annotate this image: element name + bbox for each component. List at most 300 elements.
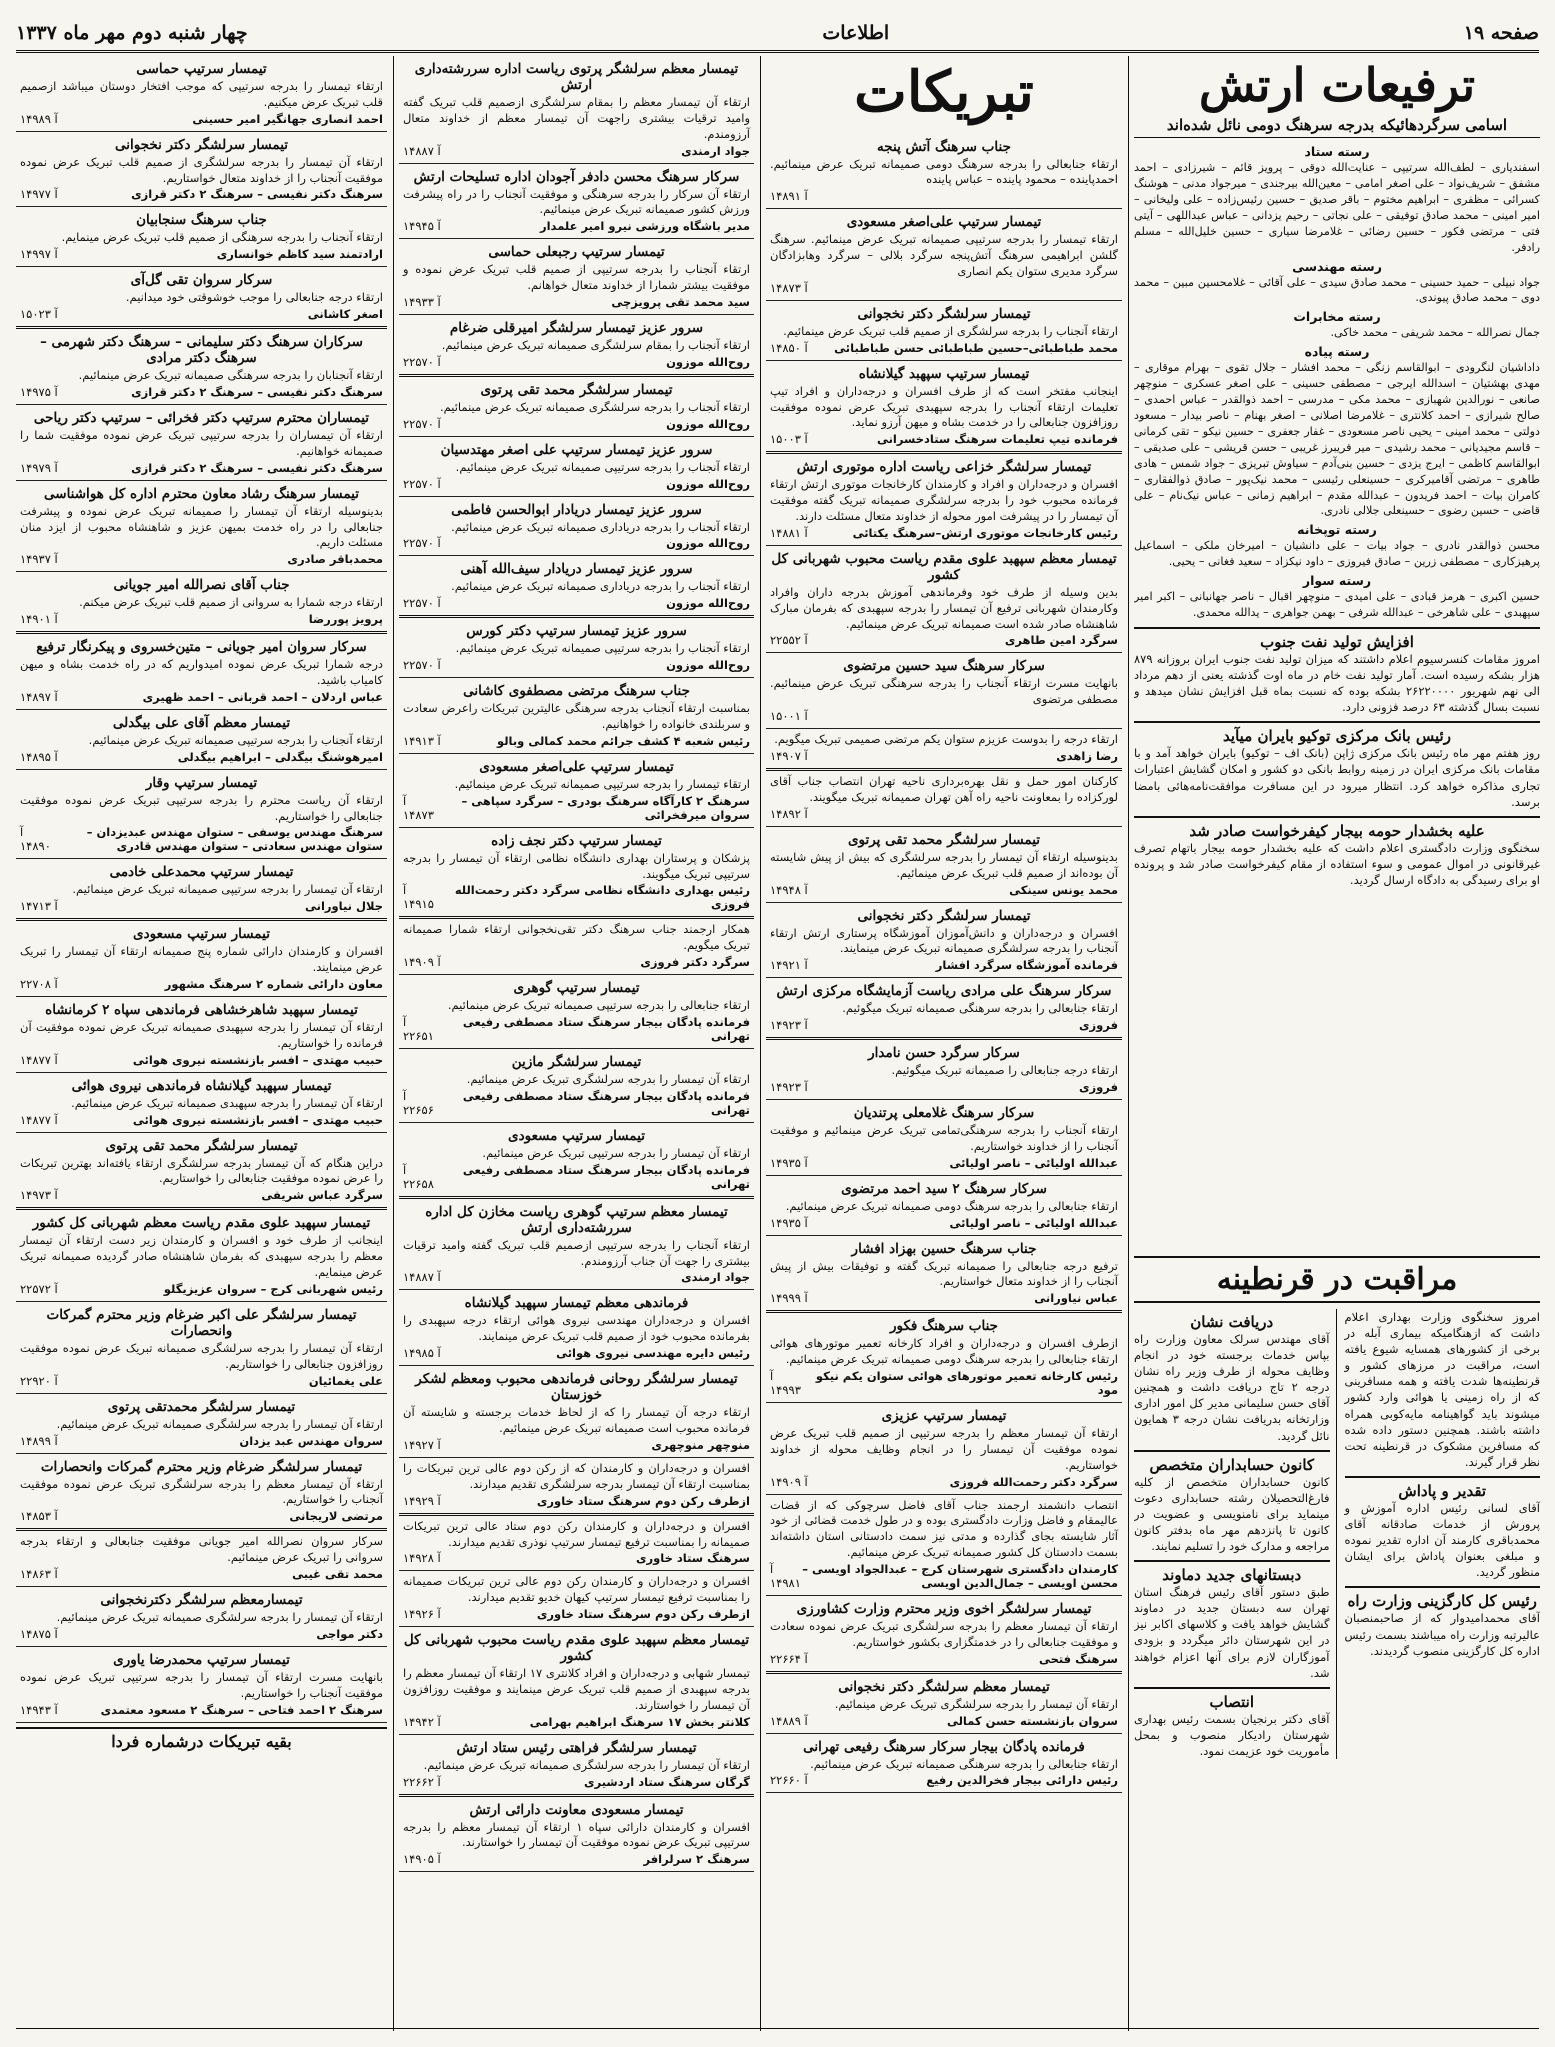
notice-number: آ ۱۵۰۲۳ — [20, 307, 58, 322]
notice-title: تیمسار سرلشگر محمدتقی پرتوی — [107, 1398, 296, 1415]
congratulation-notice — [16, 267, 387, 329]
notice-body: ارتقاء آن تیمسار را بدرجه سرلشگری تبریک عرض مینمائیم. — [834, 1696, 1118, 1711]
notice-body: کارکنان امور حمل و نقل بهره‌برداری ناحیه تهران انتصاب جناب آقای لورکزاده را بمعاونت ناحیه راه آهن تهران صمیمانه تبریک میگویند. — [770, 774, 1118, 804]
notice-number: آ ۲۲۵۷۰ — [403, 416, 441, 431]
congratulation-notice — [16, 1302, 387, 1394]
notice-signature: دکتر مواجی — [316, 1626, 383, 1641]
congratulation-notice — [399, 377, 754, 437]
notice-signature-row — [20, 1053, 383, 1067]
notice-number: آ ۱۴۹۴۲ — [403, 1714, 441, 1729]
notice-signature-row — [20, 307, 383, 321]
notice-title: تیمسار سرلشگر محمد تقی پرتوی — [847, 831, 1041, 848]
congratulation-notice — [766, 903, 1122, 979]
notice-body: ارتقاء تیمسار را بدرجه سرتیپی صمیمانه تبریک عرض مینمائیم. — [454, 776, 750, 791]
notice-signature: منوچهر منوچهری — [651, 1437, 750, 1452]
congratulation-notice — [766, 1040, 1122, 1100]
promotion-section-label: رسته مخابرات — [1293, 309, 1381, 325]
congratulation-notice — [399, 239, 754, 315]
notice-signature: عباس نیاورانی — [1034, 1291, 1118, 1306]
notice-signature: سرهنگ ۲ کارآگاه سرهنگ بودری – سرگرد سپاهی – سروان میرفخرائی — [461, 793, 750, 822]
congratulation-notice — [399, 1290, 754, 1366]
notice-title: جناب سرهنگ سنجابیان — [136, 212, 267, 229]
notice-signature-row — [770, 189, 1118, 203]
congratulation-notice — [766, 1674, 1122, 1734]
notice-number: آ ۱۴۹۷۳ — [20, 1188, 58, 1203]
notice-title: تیمسار سرتیپ سپهبد گیلانشاه — [858, 365, 1030, 382]
notice-signature-row — [403, 1163, 750, 1191]
notice-signature-row — [770, 341, 1118, 355]
notice-number: آ ۱۴۸۹۰ — [20, 825, 51, 854]
congratulation-notice — [399, 919, 754, 975]
notice-number: آ ۲۲۶۵۶ — [403, 1088, 434, 1117]
news-bijar-governor — [1134, 816, 1540, 888]
notice-body: افسران و درجه‌داران و کارمندان رکن دوم عالی ترین تبریکات صمیمانه را بمناسبت ترفیع تیمسار سرتیپ کیهان خدیو تقدیم میدارند. — [403, 1574, 750, 1605]
notice-title: فرمانده پادگان بیجار سرکار سرهنگ رفیعی تهرانی — [803, 1738, 1085, 1755]
notice-number: آ ۱۴۹۳۵ — [770, 1215, 808, 1230]
notice-title: تیمسار سرلشگر محمد تقی پرتوی — [105, 1137, 298, 1154]
notice-signature-row — [20, 1434, 383, 1448]
notice-signature: روح‌الله موزون — [666, 476, 750, 491]
notice-signature: سرگرد دکتر رحمت‌الله فروزی — [949, 1474, 1118, 1489]
notice-signature: سروان بازنشسته حسن کمالی — [946, 1713, 1118, 1728]
news-body: کانون حسابداران متخصص از کلیه فارغ‌التحصیلان رشته حسابداری دعوت مینماید برای نامنویسی و عضویت در کانون تا پانزدهم مهر ماه بدفتر کانون مراجعه و مدارک خود را تسلیم نمایند. — [1134, 1474, 1330, 1554]
congratulation-notice — [766, 454, 1122, 546]
news-body: امروز مقامات کنسرسیوم اعلام داشتند که میزان تولید نفت جنوب ایران بروزانه ۸۷۹ هزار بشکه رسیده است. آمار تولید نفت خام در ماه اوت گذشته یعنی از دهم مرداد الی نهم شهریور ۲۶۲۲۰۰۰۰ بشکه بوده که نسبت بماه قبل افزایش نشان میدهد و نسبت بسال گذشته ۶۳ درصد فزونی دارد. — [1134, 651, 1540, 715]
notice-signature: سرهنگ دکتر نفیسی – سرهنگ ۲ دکتر قرازی — [131, 385, 383, 400]
congratulation-notice — [16, 921, 387, 997]
congratulation-list — [399, 56, 754, 1872]
notice-signature-row — [770, 958, 1118, 972]
congratulation-notice — [399, 1049, 754, 1123]
notice-signature-row — [20, 552, 383, 566]
news-body: آقای مهندس سرلک معاون وزارت راه بپاس خدمات برجسته خود در انجام وظایف محوله از طرف وزیر راه نشان درجه ۲ تاج دریافت داشت و همچنین آقای حسن سلیمانی مدیر کل امور اداری وزارتخانه بدریافت نشان درجه ۳ همایون نائل گردید. — [1134, 1332, 1330, 1443]
congratulation-list — [766, 134, 1122, 1794]
notice-number: آ ۱۴۸۶۳ — [20, 1566, 58, 1581]
notice-signature-row — [403, 794, 750, 822]
notice-title: سرور عزیز تیمسار دریادار سیف‌الله آهنی — [460, 561, 693, 578]
notice-signature-row — [403, 1346, 750, 1360]
news-accountants — [1134, 1450, 1330, 1554]
notice-signature: احمد انصاری جهانگیر امیر حسینی — [192, 111, 383, 126]
notice-body: ارتقاء آن تیمسار معظم را بدرجه سرتیپی از صمیم قلب تبریک عرض نموده موفقیت آن تیمسار را در انجام وظایف محوله از خداوند خواستاریم. — [770, 1425, 1118, 1472]
notice-signature-row — [403, 734, 750, 748]
notice-number: آ ۱۴۹۷۵ — [20, 385, 58, 400]
notice-signature-row — [770, 1291, 1118, 1305]
notice-signature-row — [770, 883, 1118, 897]
promotion-names: اسفندیاری – لطف‌الله سرتیپی – عنایت‌الله دوقی – پرویز قائم – شیرزادی – احمد مشفق – شریف‌نواد – علی اصغر امامی – معین‌الله بیرجندی – میرجواد مدنی – هوشنگ کسرائی – مظفری – ابراهیم مختوم – باقر صدیق – حسین رئیس‌زاده – علی ولیخانی – امیر امینی – محمد صادق توفیقی – علی نجاتی – رحیم یزدانی – عباس عبداللهی – آیتی فتی – مرتضی فکور – حسین رضائی – غلامرضا سیاری – حسین خلیل‌الله – مسلم رادفر. — [1134, 161, 1540, 254]
congratulation-notice — [399, 1516, 754, 1572]
notice-number: آ ۱۴۸۵۰ — [770, 340, 808, 355]
notice-signature: محمد طباطبائی–حسین طباطبائی حسن طباطبائی — [834, 340, 1118, 355]
notice-signature: پرویز پوررضا — [308, 612, 383, 627]
notice-title: تیمسار معظم آقای علی بیگدلی — [112, 714, 291, 731]
notice-signature: امیرهوشنگ بیگدلی – ابراهیم بیگدلی — [177, 749, 383, 764]
notice-number: آ ۱۴۹۲۱ — [770, 958, 808, 973]
notice-number: آ ۲۲۶۶۲ — [403, 1774, 441, 1789]
notice-signature: ارادتمند سید کاظم خوانساری — [216, 247, 383, 262]
notice-signature: روح‌الله موزون — [666, 354, 750, 369]
notice-signature-row — [770, 432, 1118, 446]
notice-signature: عباس اردلان – احمد قربانی – احمد ظهیری — [142, 689, 383, 704]
congratulation-notice — [16, 1587, 387, 1647]
notice-number: آ ۱۴۹۷۹ — [20, 460, 58, 475]
notice-signature: رئیس کارخانه تعمیر موتورهای هوائی ستوان یکم نیکو مود — [815, 1368, 1118, 1397]
notice-signature-row — [403, 1715, 750, 1729]
notice-signature: سید محمد تقی پرویزچی — [611, 295, 750, 310]
congratulation-notice — [399, 1366, 754, 1458]
congratulations-headline: تبریکات — [854, 59, 1034, 125]
notice-body: تیمسار شهابی و درجه‌داران و افراد کلانتری ۱۷ ارتقاء آن تیمسار معظم را بدرجه سپهبدی از صمیم قلب تبریک عرض مینمایند و موفقیت روزافزون آن تیمسار را خواستارند. — [403, 1666, 750, 1712]
notice-signature-row — [770, 709, 1118, 723]
news-title: دریافت نشان — [1190, 1313, 1274, 1331]
notice-signature: رئیس کارخانجات موتوری ارتش–سرهنگ یکتائی — [852, 525, 1118, 540]
notice-title: تیمسار سرلشگر دکتر نخجوانی — [114, 136, 289, 153]
notice-number: آ ۲۲۹۲۰ — [20, 1373, 58, 1388]
column-congratulations-3 — [16, 56, 387, 2031]
notice-number: آ ۱۴۹۷۷ — [20, 187, 58, 202]
notice-title: تیمسار سرلشگر علی اکبر ضرغام وزیر محترم گمرکات وانحصارات — [46, 1306, 357, 1339]
notice-number: آ ۲۲۷۰۸ — [20, 977, 58, 992]
notice-number: آ ۱۴۸۷۳ — [770, 280, 808, 295]
notice-signature: رئیس شهربانی کرج – سروان عزیزیگلو — [163, 1281, 383, 1296]
notice-number: آ ۱۴۹۴۸ — [770, 882, 808, 897]
notice-signature-row — [403, 1551, 750, 1565]
congratulation-notice — [766, 1100, 1122, 1176]
congratulation-notice — [766, 361, 1122, 455]
news-body: آقای لسانی رئیس اداره آموزش و پرورش از خدمات صادقانه آقای محمدباقری کارمند آن اداره تقدیر نموده و مبلغی بعنوان پاداش برای ایشان منظور گردید. — [1344, 1500, 1540, 1580]
notice-title: تیمسار معظم سپهبد علوی مقدم ریاست محبوب شهربانی کل کشور — [771, 550, 1117, 583]
notice-signature-row — [403, 955, 750, 969]
notice-number: آ ۱۴۸۷۵ — [20, 1626, 58, 1641]
notice-body: ارتقاء آنجناب را بدرجه سرهنگی از صمیم قلب تبریک عرض مینمایم. — [61, 230, 383, 245]
notice-title: تیمسار سرلشگر دکتر نخجوانی — [857, 907, 1031, 924]
notice-number: آ ۲۲۵۷۰ — [403, 476, 441, 491]
notice-title: تیمسار معظم سرلشگر پرتوی ریاست اداره سررشته‌داری ارتش — [414, 61, 739, 93]
notice-title: تیمسار معظم سرلشگر دکتر نخجوانی — [838, 1678, 1050, 1695]
notice-signature: فرمانده تیپ تعلیمات سرهنگ ستادخسرانی — [876, 432, 1118, 447]
notice-title: جناب سرهنگ مرتضی مصطفوی کاشانی — [463, 683, 690, 700]
notice-title: تیمسار سرلشگر محمد تقی پرتوی — [480, 381, 673, 398]
notice-title: سرکار سرگرد حسن نامدار — [868, 1045, 1020, 1062]
news-title: افزایش تولید نفت جنوب — [1260, 632, 1414, 651]
notice-title: تیمسار سرتیپ گوهری — [513, 980, 640, 997]
congratulation-notice — [16, 1647, 387, 1723]
congratulation-notice — [766, 1596, 1122, 1674]
notice-body: ارتقاء آنجناب را بدرجه سرلشگری از صمیم قلب تبریک عرض مینمائیم. — [783, 323, 1118, 338]
notice-signature: کلانتر بخش ۱۷ سرهنگ ابراهیم بهرامی — [529, 1714, 750, 1729]
notice-number: آ ۱۴۹۸۱ — [770, 1561, 801, 1590]
notice-body: ارتقاء درجه جنابعالی را موجب خوشوقتی خود میدانیم. — [125, 290, 383, 305]
notice-signature-row — [770, 1562, 1118, 1590]
notice-signature-row — [770, 1080, 1118, 1094]
notice-signature-row — [770, 1018, 1118, 1032]
notice-signature-row — [403, 1494, 750, 1508]
notice-number: آ ۱۴۹۰۵ — [403, 1852, 441, 1867]
notice-body: بدین وسیله از طرف خود وفرماندهی آموزش بدرجه داران وافراد وکارمندان شهربانی ترفیع آن تیمسار را بدرجه سپهبدی که بفرمان مبارک شاهنشاه صادر شده است صمیمانه تبریک عرض مینمائیم. — [770, 584, 1118, 631]
notice-signature: معاون دارائی شماره ۲ سرهنگ مشهور — [164, 977, 383, 992]
notice-signature: سرگرد امین طاهری — [1004, 633, 1118, 648]
notice-body: انتصاب دانشمند ارجمند جناب آقای فاضل سرچوکی که از قضات عالیمقام و فاضل وزارت دادگستری بوده و در طول خدمت قضائی از خود آثار شایسته بجای گذارده و مدتی نیز سمت دادستانی استان داشته‌اند بسمت دادستان کل کشور صمیمانه تبریک عرض مینمائیم. — [770, 1497, 1118, 1560]
notice-number: آ ۲۲۵۷۲ — [20, 1281, 58, 1296]
promotion-names: محسن ذوالقدر نادری – جواد بیات – علی دانشیان – امیرخان ملکی – اسماعیل پرهیزکاری – مصطفی زرین – صادق فیروزی – داود نیکزاد – سعید فغانی – یحیی. — [1134, 539, 1540, 569]
notice-number: آ ۲۲۶۵۱ — [403, 1015, 434, 1044]
news-oil-production — [1134, 627, 1540, 715]
notice-signature-row — [20, 899, 383, 913]
congratulation-notice — [16, 634, 387, 710]
promotion-names: جواد نبیلی – حمید حسینی – محمد صادق سیدی – علی آقائی – غلامحسین مبین – محمد دوی – محمد صادق پیوندی. — [1134, 275, 1540, 305]
promotions-headline: ترفیعات ارتش — [1198, 58, 1476, 112]
notice-title: تیمسار سرتیپ رجبعلی حماسی — [488, 244, 665, 261]
news-title: رئیس بانک مرکزی توکیو بایران میآید — [1223, 727, 1451, 746]
notice-body: ارتقاء آنجناب را بدرجه سرلشگری صمیمانه تبریک عرض مینمائیم. — [439, 399, 750, 414]
notice-title: تیمسار سرلشگر خزاعی ریاست اداره موتوری ارتش — [796, 459, 1092, 476]
notice-signature-row — [403, 1607, 750, 1621]
notice-number: آ ۱۴۸۹۱ — [770, 189, 808, 204]
notice-signature: روح‌الله موزون — [666, 416, 750, 431]
notice-number: آ ۱۴۸۷۷ — [20, 1112, 58, 1127]
congratulation-notice — [16, 207, 387, 267]
notice-title: تیمسار سرتیپ مسعودی — [508, 1127, 645, 1144]
congratulation-notice — [766, 1734, 1122, 1794]
congratulation-notice — [16, 1073, 387, 1133]
notice-title: تیمسار سرلشگر فراهتی رئیس ستاد ارتش — [456, 1739, 697, 1756]
news-body: طبق دستور آقای رئیس فرهنگ استان تهران سه دبستان جدید در دماوند گشایش خواهد یافت و کلاسهای اکابر نیز در این شهرستان دائر میگردد و بزودی آموزگاران لازم برای آنها اعزام خواهند شد. — [1134, 1585, 1330, 1680]
congratulation-notice — [399, 437, 754, 497]
notice-body: ارتقاء آنجناب را بدرجه سرهنگی‌تمامی تبریک عرض مینمائیم و موفقیت آنجناب را از خداوند خواستاریم. — [770, 1122, 1118, 1153]
notice-signature: فرمانده پادگان بیجار سرهنگ ستاد مصطفی رفیعی تهرانی — [462, 1015, 750, 1044]
news-body: روز هفتم مهر ماه رئیس بانک مرکزی ژاپن (بانک اف – توکیو) بایران خواهد آمد و با مقامات بانک مرکزی ایران در زمینه روابط بانکی دو کشور و امکان گشایش اعتبارات تجاری مذاکره خواهد کرد. انتظار میرود در این مسافرت موافقت‌نامه‌هائی بامضا برسد. — [1134, 746, 1540, 809]
notice-body: ترفیع درجه جنابعالی را صمیمانه تبریک گفته و توفیقات بیش از پیش آنجناب را از خداوند متعال خواستاریم. — [770, 1258, 1118, 1289]
congratulation-notice — [399, 164, 754, 240]
notice-number: آ ۲۲۵۷۰ — [403, 354, 441, 369]
notice-signature: علی یغمائیان — [308, 1373, 383, 1388]
congratulation-notice — [766, 1313, 1122, 1403]
news-body: امروز سخنگوی وزارت بهداری اعلام داشت که ازهنگامیکه بیماری آبله در برخی از کشورهای همسایه شیوع یافته است، مراقبت در مرزهای کشور و قرنطینه‌ها شدت یافته و همه مسافرینی که از راه زمینی یا هوائی وارد کشور میشوند باید گواهینامه مایه‌کوبی همراه داشته باشند. همچنین دستور داده شده که مسافرین مشکوک در قرنطینه تحت نظر قرار گیرند. — [1344, 1310, 1540, 1469]
notice-body: افسران و درجه‌داران و دانش‌آموزان آموزشگاه پرستاری ارتش ارتقاء آنجناب را بدرجه سرلشگری صمیمانه تبریک عرض مینمایند. — [770, 925, 1118, 956]
notice-signature-row — [20, 1188, 383, 1202]
promotion-names: حسین اکبری – هرمز قبادی – علی امیدی – منوچهر اقبال – ناصر جهانبانی – اکبر امیر سپهبدی – علی شاهرخی – عبدالله شرفی – بهمن جواهری – یدالله محمدی. — [1134, 590, 1540, 620]
notice-signature-row — [770, 281, 1118, 295]
notice-title: سرور عزیز تیمسار دریادار ابوالحسن فاطمی — [451, 501, 702, 518]
notice-signature-row — [20, 247, 383, 261]
notice-signature-row — [20, 385, 383, 399]
notice-signature: سرهنگ مهندس یوسفی – ستوان مهندس عبدیزدان – ستوان مهندس سعادتی – ستوان مهندس قادری — [86, 825, 383, 854]
notice-signature-row — [20, 187, 383, 201]
congratulation-notice — [766, 1236, 1122, 1314]
notice-body: اینجانب مفتخر است که از طرف افسران و درجه‌داران و افراد تیپ تعلیمات ارتقاء آنجناب را بدرجه سپهبدی تبریک عرض نموده موفقیت روزافزون جنابعالی را در خدمت بشاه و میهن آرزو نماید. — [770, 383, 1118, 430]
notice-signature: رئیس بهداری دانشگاه نظامی سرگرد دکتر رحمت‌الله فروزی — [454, 883, 750, 912]
notice-signature-row — [20, 825, 383, 853]
notice-body: بدینوسیله ارتقاء آن تیمسار را بدرجه سرلشگری که بیش از پیش شایسته آن بوده‌اند از صمیم قلب تبریک عرض مینمائیم. — [770, 849, 1118, 880]
congratulation-notice — [766, 1176, 1122, 1236]
notice-body: ارتقاء درجه آن تیمسار را که از لحاظ خدمات برجسته و شایسته آن فرمانده محبوب است صمیمانه تبریک عرض مینمائیم. — [403, 1405, 750, 1436]
promotion-section-label: رسته سوار — [1302, 573, 1372, 589]
notice-body: ارتقاء جنابعالی را بدرجه سرهنگ دومی صمیمانه تبریک عرض مینمائیم. — [785, 1198, 1118, 1213]
notice-signature: فرمانده پادگان بیجار سرهنگ ستاد مصطفی رفیعی تهرانی — [462, 1162, 750, 1191]
congratulation-notice — [399, 618, 754, 678]
notice-signature: روح‌الله موزون — [666, 596, 750, 611]
notice-number: آ ۱۴۹۳۷ — [20, 552, 58, 567]
notice-title: سرکار سرهنگ ۲ سید احمد مرتضوی — [841, 1180, 1047, 1197]
notice-signature: ازطرف رکن دوم سرهنگ ستاد خاوری — [536, 1493, 750, 1508]
notice-signature-row — [770, 1773, 1118, 1787]
notice-title: تیمسار سرتیپ محمدعلی خادمی — [109, 864, 294, 881]
notice-title: جناب سرهنگ حسین بهزاد افشار — [851, 1240, 1037, 1257]
notice-signature: رضا زاهدی — [1056, 749, 1118, 764]
column-congratulations — [766, 56, 1122, 2031]
notice-body: ارتقاء آن تیمسار را بدرجه سرلشگری صمیمانه تبریک عرض نموده موفقیت روزافزون جنابعالی را خواستاریم. — [20, 1340, 383, 1371]
notice-number: آ ۲۲۵۵۲ — [770, 633, 808, 648]
notice-signature-row — [403, 1852, 750, 1866]
notice-signature-row — [20, 1509, 383, 1523]
notice-title: تیمسار سرلشگر مازین — [511, 1054, 642, 1071]
notice-signature: سروان مهندس عبد یزدان — [239, 1433, 383, 1448]
notice-body: افسران و درجه‌داران و افراد و کارمندان کارخانجات موتوری ارتش ارتقاء فرمانده محبوب خود را بدرجه سرلشگری صمیمانه تبریک گفته موفقیت آن تیمسار را در پیشرفت امور محوله از خداوند متعال مسئلت دارند. — [770, 477, 1118, 524]
notice-body: بانهایت مسرت ارتقاء آنجناب را بدرجه سرهنگی تبریک عرض مینمائیم. مصطفی مرتضوی — [770, 676, 1118, 707]
notice-body: افسران و درجه‌داران مهندسی نیروی هوائی ارتقاء درجه سپهبدی را بفرمانده محبوب خود از صمیم قلب تبریک عرض مینمایند. — [403, 1313, 750, 1344]
notice-title: تیمساران محترم سرتیپ دکتر فخرائی – سرتیپ دکتر ریاحی — [33, 410, 370, 427]
congratulation-notice — [766, 771, 1122, 827]
notice-signature: روح‌الله موزون — [666, 658, 750, 673]
quarantine-headline: مراقبت در قرنطینه — [1134, 1256, 1540, 1303]
notice-number: آ ۱۴۹۲۸ — [403, 1551, 441, 1566]
notice-number: آ ۱۴۹۹۹ — [770, 1291, 808, 1306]
notice-signature: رئیس شعبه ۴ کشف جرائم محمد کمالی وبالو — [497, 733, 750, 748]
promotion-names: داداشیان لنگرودی – ابوالقاسم زنگی – محمد افشار – جلال تقوی – بهرام موقاری – مهدی بهشتیان – اسدالله ایرجی – مصطفی حسینی – علی اصغر عسکری – منوچهر صانعی – نورالدین شهبازی – محمد مکی – مدرسی – احمد ذوالقدر – عباس احمدی – صالح شیرازی – احمد کلانتری – غلامرضا اصلانی – اصغر بهنام – ناصر بیدار – مسعود دولتی – محمد امینی – یحیی ناصر مسعودی – غفار جعفری – حسین نیکو – تقی کرمانی – قاسم مجیدیانی – محمد رشیدی – میر فریبرز غریبی – حسن قریشی – علی صدیقی – ابوالقاسم کاظمی – ایرج یزدی – حسین بنی‌آدم – سیاوش تبریزی – جواد شمس – هادی طاهری – مرتضی آقامیرکری – حسینعلی رئیسی – محمد نیک‌پور – صادق ذوالفقاری – کامران بیات – احمد فریدون – عبدالله مقدم – ابراهیم زمانی – عباس نیک‌نام – علی قاضی – حسین رضوی – حسینعلی جلالی نادری. — [1134, 361, 1540, 518]
congratulation-notice — [766, 729, 1122, 771]
notice-title: سرور عزیز تیمسار سرلشگر امیرقلی ضرغام — [449, 320, 704, 337]
notice-title: تیمسار سرتیپ حماسی — [136, 61, 267, 77]
congratulation-notice — [16, 997, 387, 1073]
news-title: کانون حسابداران متخصص — [1149, 1455, 1315, 1474]
notice-number: آ ۱۴۹۰۷ — [770, 749, 808, 764]
notice-title: تیمسار سپهبد شاهرخشاهی فرماندهی سپاه ۲ کرمانشاه — [45, 1002, 358, 1019]
promotion-sections — [1134, 144, 1540, 621]
notice-signature: فروزی — [1079, 1079, 1118, 1094]
notice-signature: اصغر کاشانی — [307, 307, 383, 322]
congratulation-notice — [766, 134, 1122, 210]
news-tokyo-bank — [1134, 721, 1540, 809]
notice-signature: مرتضی لاریجانی — [289, 1509, 383, 1524]
notice-title: جناب سرهنگ آتش پنجه — [877, 138, 1011, 155]
congratulation-notice — [399, 678, 754, 754]
notice-number: آ ۱۴۹۰۹ — [403, 955, 441, 970]
notice-signature-row — [403, 144, 750, 158]
promotions-subheadline: اسامی سرگردهائیکه بدرجه سرهنگ دومی نائل شده‌اند — [1134, 117, 1540, 139]
notice-signature: سرهنگ دکتر نفیسی – سرهنگ ۲ دکتر قرازی — [131, 187, 383, 202]
notice-signature-row — [403, 1015, 750, 1043]
notice-signature: عبدالله اولیائی – ناصر اولیائی — [949, 1215, 1118, 1230]
congratulation-notice — [399, 1123, 754, 1199]
congratulation-notice — [399, 56, 754, 164]
news-title: دبستانهای جدید دماوند — [1162, 1566, 1302, 1585]
promotion-section-label: رسته ستاد — [1304, 144, 1370, 160]
notice-signature-row — [770, 1216, 1118, 1230]
notice-number: آ ۱۴۹۲۳ — [770, 1079, 808, 1094]
notice-signature: رئیس دایره مهندسی نیروی هوائی — [556, 1346, 750, 1361]
notice-signature-row — [770, 1475, 1118, 1489]
notice-number: آ ۱۴۸۸۱ — [770, 525, 808, 540]
notice-body: ارتقاء آن تیمساران را بدرجه سرتیپی تبریک عرض نموده موفقیت شما را صمیمانه خواهانیم. — [20, 428, 383, 458]
news-title: علیه بخشدار حومه بیجار کیفرخواست صادر شد — [1189, 821, 1485, 840]
congratulation-notice — [766, 1495, 1122, 1596]
notice-title: سرکاران سرهنگ دکتر سلیمانی – سرهنگ دکتر شهرمی – سرهنگ دکتر مرادی — [40, 334, 363, 367]
notice-body: ارتقاء تیمسار را بدرجه سرتیپی که موجب افتخار دوستان میباشد ازصمیم قلب تبریک عرض میکنیم. — [20, 79, 383, 109]
congratulation-notice — [399, 1797, 754, 1873]
congratulation-notice — [766, 301, 1122, 361]
notice-number: آ ۱۴۹۹۷ — [20, 247, 58, 262]
congratulation-notice — [16, 1210, 387, 1302]
notice-signature-row — [403, 355, 750, 369]
notice-number: آ ۱۴۹۱۳ — [403, 733, 441, 748]
notice-title: تیمسار سرلشگر دکتر نخجوانی — [857, 305, 1031, 322]
notice-signature-row — [770, 1369, 1118, 1397]
notice-title: تیمسار سرتیپ علی‌اصغر مسعودی — [846, 214, 1042, 231]
notice-title: تیمسار سرلشگر اخوی وزیر محترم وزارت کشاورزی — [796, 1600, 1092, 1617]
notice-title: تیمسار سپهبد گیلانشاه فرماندهی نیروی هوائی — [71, 1077, 332, 1094]
notice-number: آ ۱۴۸۸۷ — [403, 143, 441, 158]
notice-signature-row — [20, 1567, 383, 1581]
news-reward — [1345, 1476, 1541, 1580]
congratulation-notice — [399, 1627, 754, 1735]
notice-signature-row — [403, 1775, 750, 1789]
notice-body: بمناسبت ارتقاء آنجناب بدرجه سرهنگی عالیترین تبریکات راعرض سعادت و سربلندی خانواده را خواهانیم. — [403, 701, 750, 732]
congratulation-notice — [766, 978, 1122, 1040]
notice-signature-row — [770, 1714, 1118, 1728]
notice-signature-row — [770, 807, 1118, 821]
notice-signature: مدیر باشگاه ورزشی نیرو امیر علمدار — [539, 219, 750, 234]
notice-number: آ ۲۲۵۷۰ — [403, 596, 441, 611]
notice-signature: حبیب مهتدی – افسر بازنشسته نیروی هوائی — [132, 1052, 383, 1067]
congratulation-notice — [16, 1531, 387, 1587]
congratulation-notice — [766, 1403, 1122, 1495]
notice-number: آ ۱۴۹۸۹ — [20, 111, 58, 126]
congratulation-notice — [16, 329, 387, 405]
notice-signature-row — [20, 750, 383, 764]
congratulation-notice — [16, 405, 387, 481]
notice-body: ارتقاء آن تیمسار را بدرجه سرلشگری صمیمانه تبریک عرض مینمائیم. — [423, 1757, 750, 1772]
notice-number: آ ۱۵۰۰۱ — [770, 709, 808, 724]
congratulation-notice — [399, 1199, 754, 1291]
notice-number: آ ۱۴۹۴۵ — [403, 219, 441, 234]
notice-number: آ ۱۴۸۵۳ — [20, 1509, 58, 1524]
congratulation-list — [16, 56, 387, 1723]
notice-number: آ ۱۴۸۸۹ — [770, 1713, 808, 1728]
congratulation-notice — [766, 653, 1122, 729]
notice-body: همکار ارجمند جناب سرهنگ دکتر تقی‌نخجوانی ارتقاء شمارا صمیمانه تبریک میگویم. — [403, 922, 750, 953]
quarantine-block — [1134, 1250, 1540, 2031]
notice-signature-row — [20, 112, 383, 126]
notice-signature-row — [20, 461, 383, 475]
notice-number: آ ۱۴۸۹۲ — [770, 806, 808, 821]
notice-body: افسران و درجه‌داران و کارمندان که از رکن دوم عالی ترین تبریکات را بمناسبت ارتقاء آن تیمسار بدرجه سرلشگری تقدیم میدارند. — [403, 1460, 750, 1491]
notice-body: ارتقاء درجه را بدوست عزیزم ستوان یکم مرتضی صمیمی تبریک میگویم. — [774, 732, 1118, 747]
congratulation-notice — [16, 132, 387, 208]
notice-body: ارتقاء آن تیمسار را بدرجه سپهبدی صمیمانه تبریک عرض نموده موفقیت آن فرمانده را خواستاریم. — [20, 1020, 383, 1050]
notice-number: آ ۲۲۶۵۸ — [403, 1162, 434, 1191]
notice-signature-row — [770, 526, 1118, 540]
notice-signature: محمد یونس سینکی — [1009, 882, 1118, 897]
notice-signature: سرگرد عباس شریفی — [261, 1188, 383, 1203]
newspaper-name: اطلاعات — [822, 22, 890, 44]
notice-signature: کارمندان دادگستری شهرستان کرج – عبدالجواد اویسی – محسن اویسی – جمال‌الدین اویسی — [802, 1561, 1118, 1590]
notice-body: ارتقاء آنجناب را بدرجه دریاداری صمیمانه تبریک عرض مینمائیم. — [451, 579, 750, 594]
notice-number: آ ۱۴۹۲۳ — [770, 1018, 808, 1033]
notice-body: ارتقاء آنجناب را بدرجه سرتیپی صمیمانه تبریک عرض مینمائیم. — [455, 459, 750, 474]
notice-signature-row — [403, 417, 750, 431]
congratulation-notice — [399, 1735, 754, 1797]
notice-number: آ ۱۴۹۲۹ — [403, 1493, 441, 1508]
